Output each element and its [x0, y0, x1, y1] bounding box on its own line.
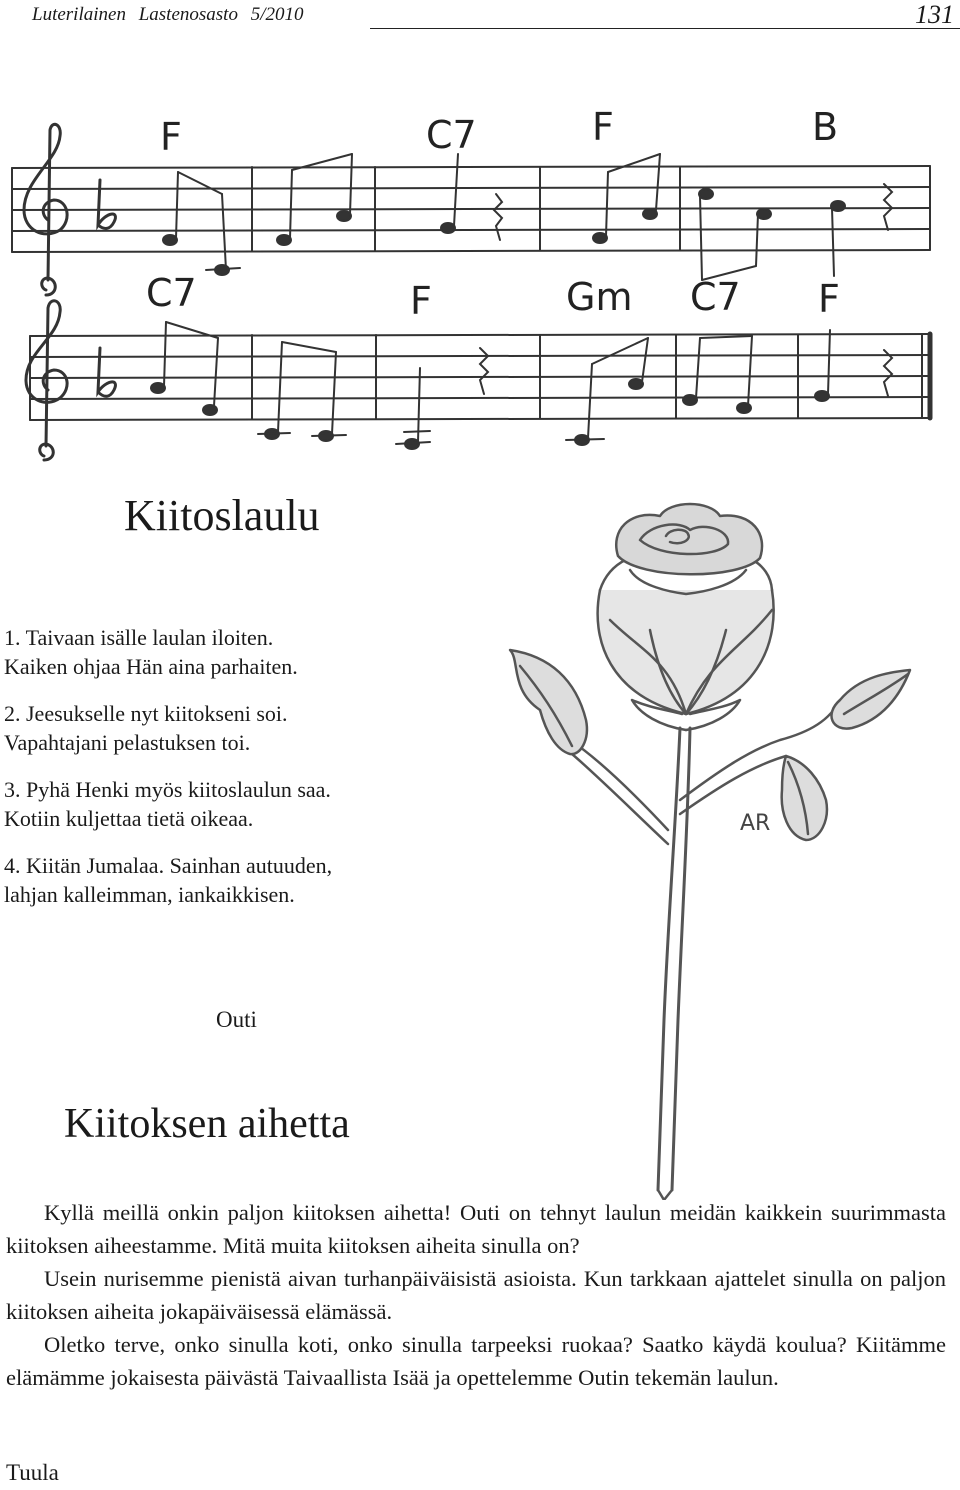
verse-line: 3. Pyhä Henki myös kiitoslaulun saa.: [4, 777, 331, 802]
article-paragraph: Usein nurisemme pienistä aivan turhanpäiväisistä asioista. Kun tarkkaan ajattelet sinulla on paljon kiitoksen aiheita jokapäiväisessä elämässä.: [6, 1266, 946, 1324]
rose-illustration: [490, 500, 950, 1200]
artist-signature: AR: [740, 811, 771, 836]
chord-2-4: C7: [690, 275, 741, 319]
verse-line: 4. Kiitän Jumalaa. Sainhan autuuden,: [4, 853, 333, 878]
chord-1-2: C7: [426, 113, 477, 157]
song-author: Outi: [216, 1007, 257, 1032]
page-header: [0, 0, 960, 32]
chord-2-2: F: [410, 279, 432, 323]
verse-line: Kaiken ohjaa Hän aina parhaiten.: [4, 654, 298, 679]
song-title: Kiitoslaulu: [124, 491, 320, 540]
verse-line: lahjan kalleimman, iankaikkisen.: [4, 882, 295, 907]
article-body: [6, 1196, 946, 1394]
chord-2-5: F: [818, 277, 840, 321]
verse-2: [4, 699, 474, 757]
article-title: Kiitoksen aihetta: [64, 1101, 350, 1147]
article-paragraph: Oletko terve, onko sinulla koti, onko sinulla tarpeeksi ruokaa? Saatko käydä koulua? Kiitämme elämämme jokaisesta päivästä Taivaallista Isää ja opettelemme Outin tekemän laulun.: [6, 1332, 946, 1390]
chord-1-4: B: [812, 105, 839, 149]
publication-name: Luterilainen: [32, 4, 126, 25]
chord-2-1: C7: [146, 271, 197, 315]
verse-4: [4, 851, 474, 909]
verse-3: [4, 775, 474, 833]
song-verses: [4, 623, 474, 927]
staff-2: [26, 301, 930, 460]
verse-line: 1. Taivaan isälle laulan iloiten.: [4, 625, 274, 650]
verse-line: Kotiin kuljettaa tietä oikeaa.: [4, 806, 254, 831]
chord-1-3: F: [592, 105, 614, 149]
page-number: 131: [915, 0, 954, 29]
chord-2-3: Gm: [566, 275, 633, 319]
header-rule: [370, 28, 960, 29]
verse-line: Vapahtajani pelastuksen toi.: [4, 730, 251, 755]
verse-1: [4, 623, 474, 681]
chord-1-1: F: [160, 115, 182, 159]
article-author: Tuula: [6, 1460, 59, 1485]
verse-line: 2. Jeesukselle nyt kiitokseni soi.: [4, 701, 288, 726]
sheet-music: [0, 90, 960, 470]
section-name: Lastenosasto: [138, 4, 238, 25]
article-paragraph: Kyllä meillä onkin paljon kiitoksen aihetta! Outi on tehnyt laulun meidän kaikkein suurimmasta kiitoksen aiheestamme. Mitä muita kiitoksen aiheita sinulla on?: [6, 1200, 946, 1258]
issue-number: 5/2010: [250, 4, 304, 25]
publication-info: [32, 4, 311, 26]
